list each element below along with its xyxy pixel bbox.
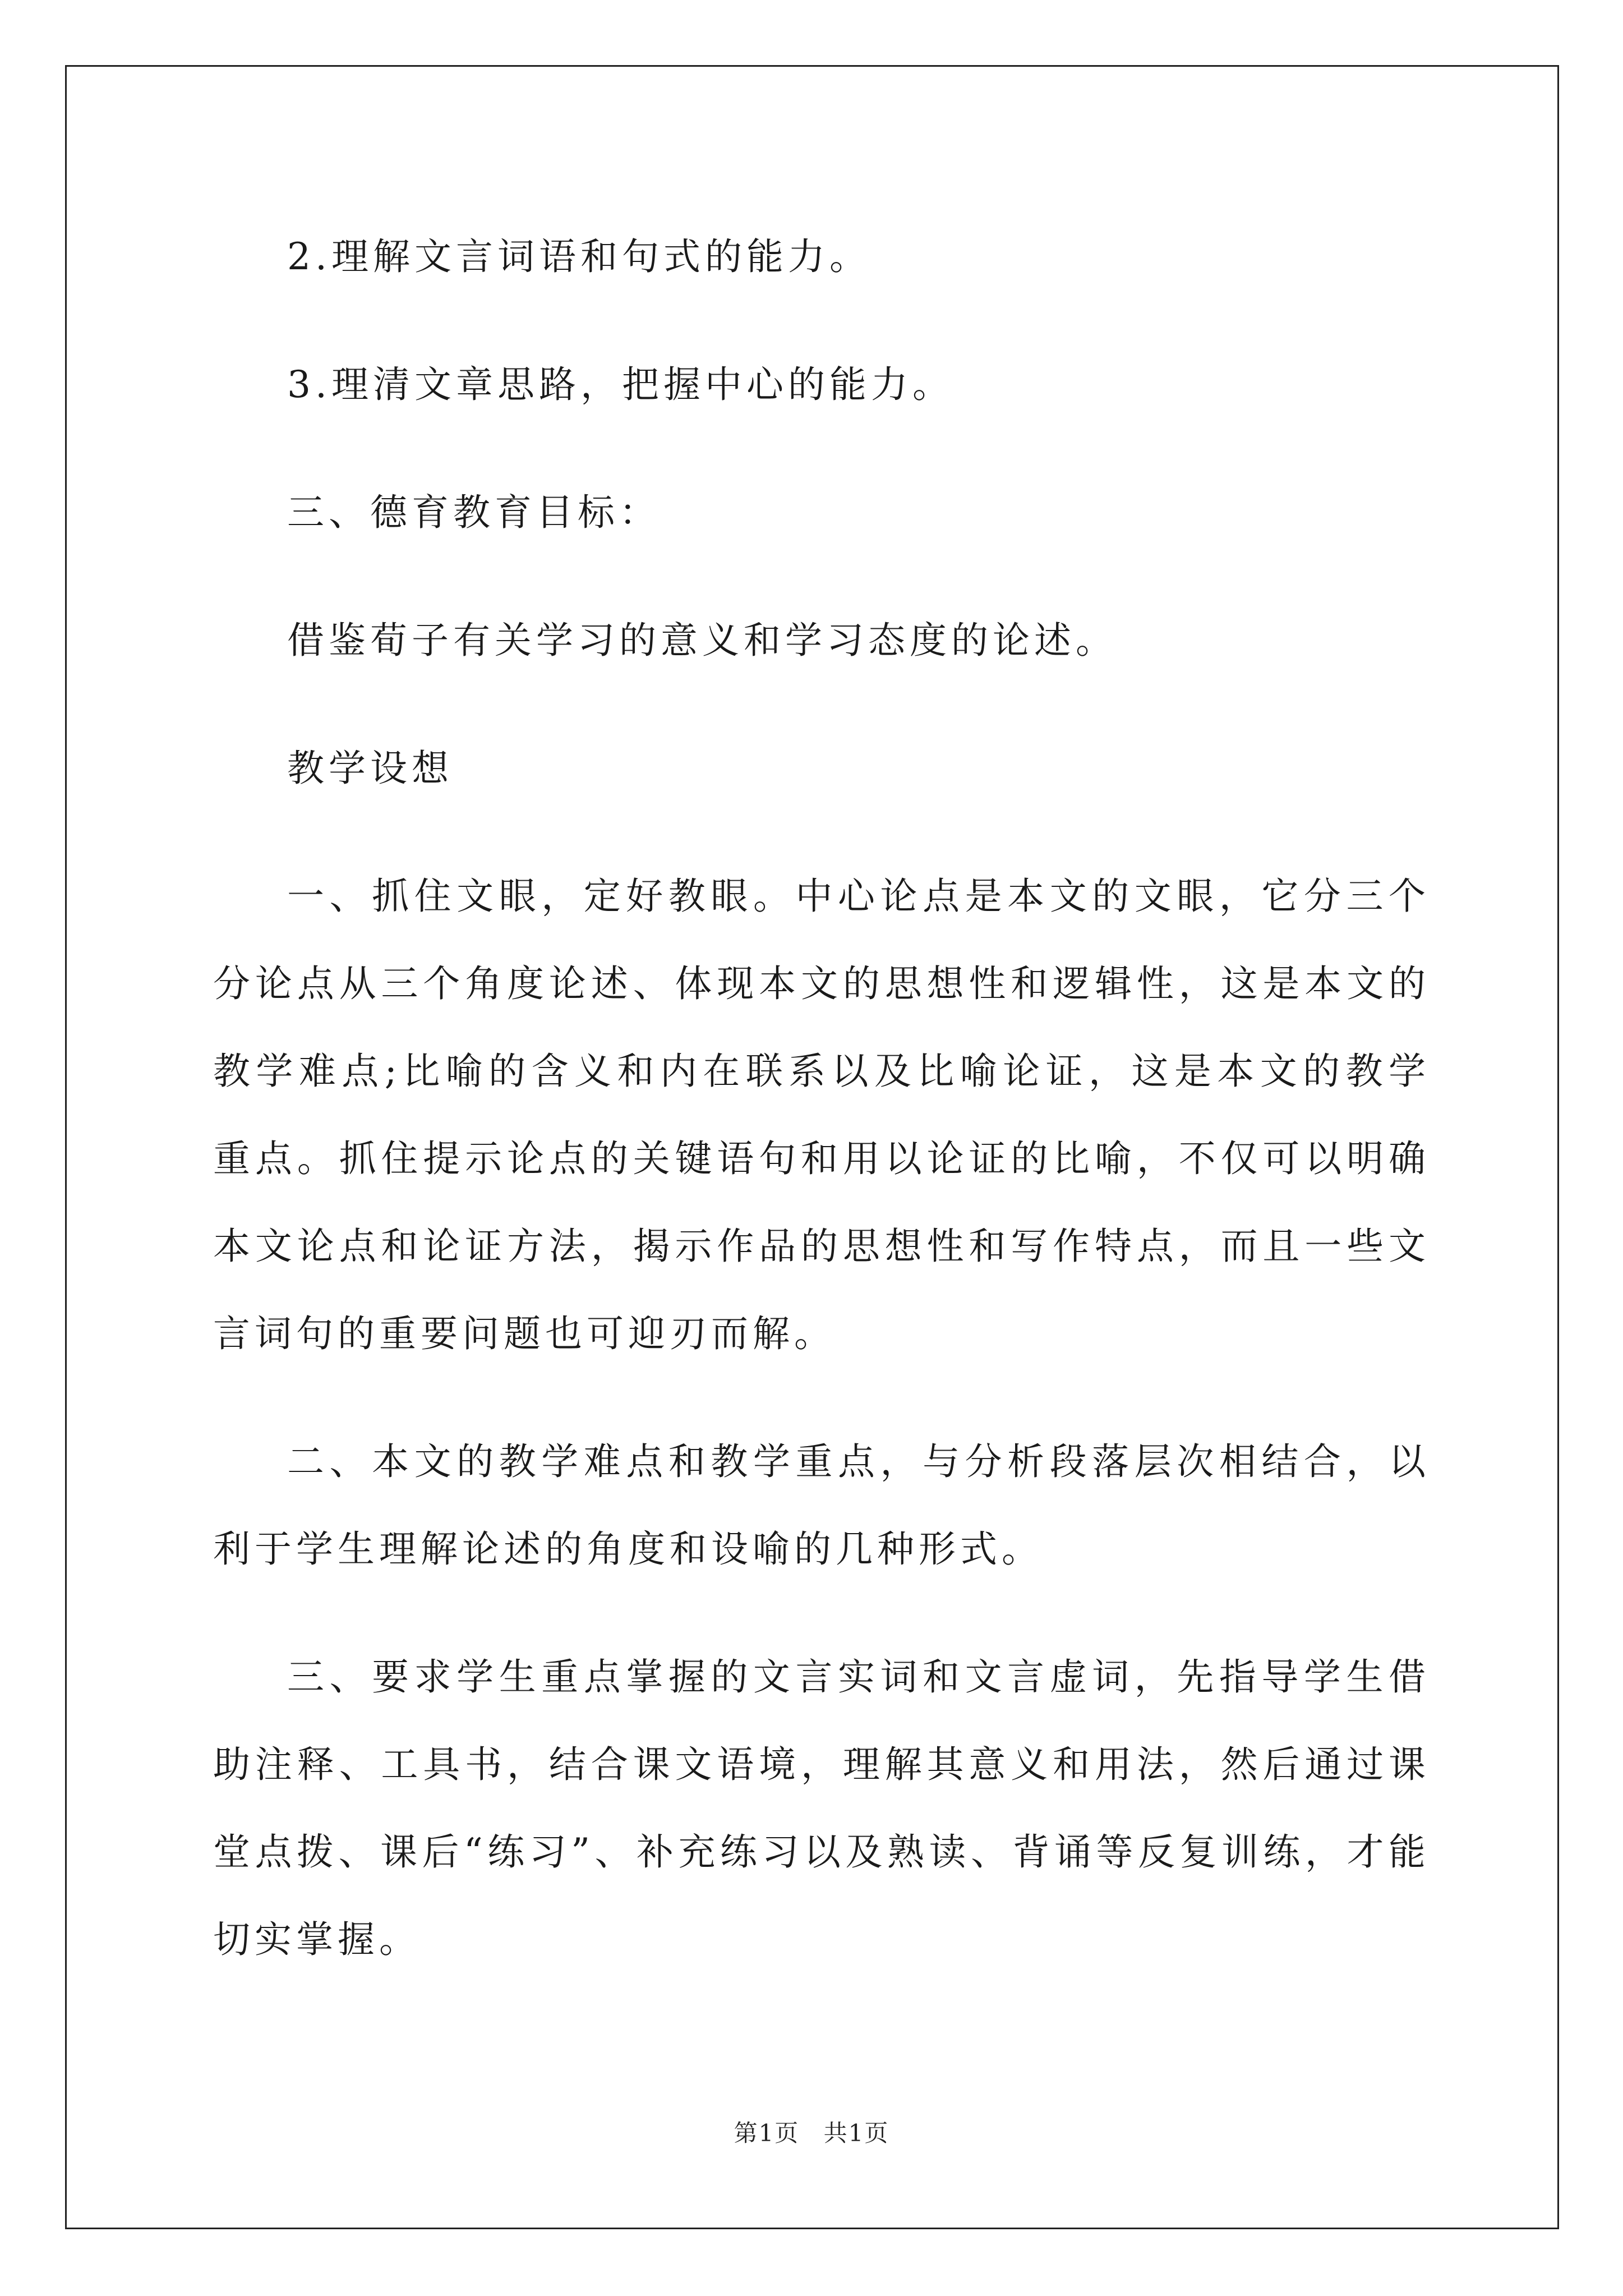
paragraph-ability-3: 3.理清文章思路，把握中心的能力。 — [287, 363, 954, 406]
page-total: 共1页 — [823, 2119, 889, 2147]
heading-moral-goal: 三、德育教育目标： — [287, 491, 661, 534]
page-number: 第1页 — [734, 2119, 800, 2147]
paragraph-idea-2: 二、本文的教学难点和教学重点，与分析段落层次相结合，以利于学生理解论述的角度和设喻的几种形式。 — [213, 1440, 1430, 1571]
document-body — [213, 213, 1430, 2024]
paragraph-moral-goal: 借鉴荀子有关学习的意义和学习态度的论述。 — [287, 619, 1117, 662]
paragraph-ability-2: 2.理解文言词语和句式的能力。 — [287, 235, 871, 278]
heading-teaching-ideas: 教学设想 — [287, 747, 453, 790]
paragraph-idea-3: 三、要求学生重点掌握的文言实词和文言虚词，先指导学生借助注释、工具书，结合课文语境，理解其意义和用法，然后通过课堂点拨、课后“练习”、补充练习以及熟读、背诵等反复训练，才能切实掌握。 — [213, 1655, 1430, 1961]
page-footer — [0, 2115, 1623, 2148]
paragraph-idea-1: 一、抓住文眼，定好教眼。中心论点是本文的文眼，它分三个分论点从三个角度论述、体现本文的思想性和逻辑性，这是本文的教学难点;比喻的含义和内在联系以及比喻论证，这是本文的教学重点。抓住提示论点的关键语句和用以论证的比喻，不仅可以明确本文论点和论证方法，揭示作品的思想性和写作特点，而且一些文言词句的重要问题也可迎刃而解。 — [213, 875, 1430, 1355]
